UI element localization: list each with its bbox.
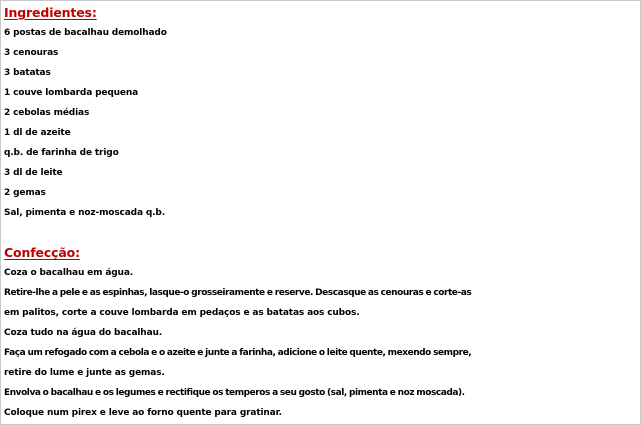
- ingredients-heading: Ingredientes:: [4, 5, 97, 20]
- preparation-step-1: Coza o bacalhau em água.: [4, 268, 134, 278]
- preparation-step-6: Coloque num pirex e leve ao forno quente para gratinar.: [4, 408, 282, 418]
- ingredient-item: Sal, pimenta e noz-moscada q.b.: [4, 208, 165, 218]
- preparation-step-4-line-2: retire do lume e junte as gemas.: [4, 368, 165, 378]
- recipe-content: [4, 3, 638, 423]
- ingredient-item: 2 gemas: [4, 188, 46, 198]
- preparation-step-2-line-2: em palitos, corte a couve lombarda em pedaços e as batatas aos cubos.: [4, 308, 360, 318]
- preparation-step-5: Envolva o bacalhau e os legumes e rectifique os temperos a seu gosto (sal, pimenta e noz moscada).: [4, 388, 465, 398]
- preparation-step-3: Coza tudo na água do bacalhau.: [4, 328, 163, 338]
- preparation-heading: Confecção:: [4, 245, 80, 260]
- preparation-step-2-line-1: Retire-lhe a pele e as espinhas, lasque-o grosseiramente e reserve. Descasque as cenouras e corte-as: [4, 288, 472, 298]
- ingredient-item: 3 batatas: [4, 68, 51, 78]
- ingredients-list: [4, 23, 638, 223]
- ingredient-item: 3 dl de leite: [4, 168, 63, 178]
- ingredient-item: 1 couve lombarda pequena: [4, 88, 139, 98]
- ingredient-item: 1 dl de azeite: [4, 128, 71, 138]
- ingredient-item: q.b. de farinha de trigo: [4, 148, 119, 158]
- section-spacer: [4, 223, 638, 243]
- ingredient-item: 6 postas de bacalhau demolhado: [4, 28, 167, 38]
- ingredient-item: 2 cebolas médias: [4, 108, 90, 118]
- ingredient-item: 3 cenouras: [4, 48, 59, 58]
- preparation-steps: [4, 263, 638, 423]
- preparation-step-4-line-1: Faça um refogado com a cebola e o azeite e junte a farinha, adicione o leite quente, mexendo sempre,: [4, 348, 472, 358]
